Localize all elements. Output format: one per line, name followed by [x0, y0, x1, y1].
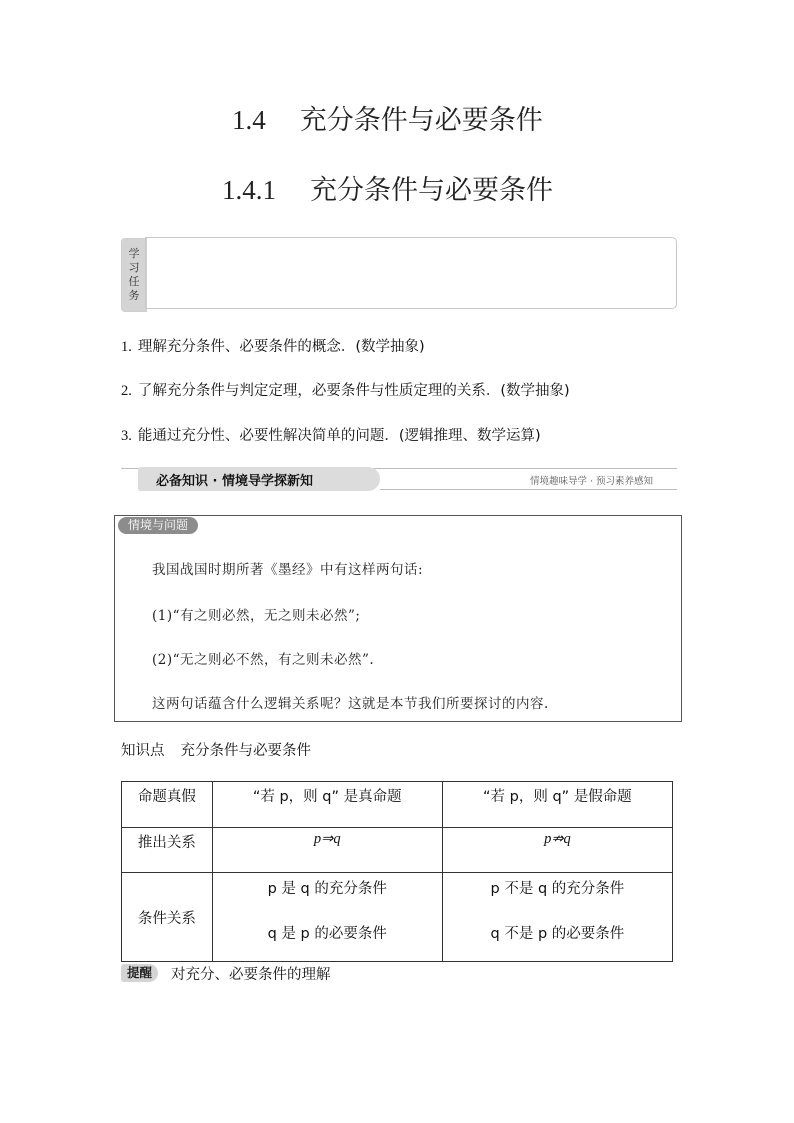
cell-text: q 不是 p 的必要条件: [490, 926, 625, 942]
subsection-title: [222, 168, 553, 207]
cell-text: “若 p，则 q” 是真命题: [252, 789, 402, 805]
task-tab-char: 务: [128, 289, 140, 302]
goal-text: 理解充分条件、必要条件的概念．(数学抽象): [137, 339, 425, 355]
section-title-text: 充分条件与必要条件: [299, 105, 543, 136]
table-cell: [122, 873, 213, 962]
scenario-line: (1)“有之则必然，无之则未必然”;: [152, 608, 361, 624]
row-header: 命题真假: [137, 789, 196, 805]
table-row: [122, 782, 673, 828]
task-tab-char: 习: [128, 261, 140, 274]
table-cell: [442, 782, 672, 828]
banner-label: 必备知识 · 情境导学探新知: [156, 473, 313, 489]
tip-text: 对充分、必要条件的理解: [171, 967, 331, 983]
cell-text: p 是 q 的充分条件: [267, 881, 387, 897]
table-row: [122, 828, 673, 873]
scenario-tag: 情境与问题: [118, 517, 198, 534]
cell-text: p⇏q: [544, 831, 571, 847]
goal-number: 2.: [121, 383, 132, 399]
learning-task-tab: [121, 238, 147, 312]
table-cell: [212, 873, 442, 962]
subsection-title-text: 充分条件与必要条件: [310, 175, 553, 206]
knowledge-point-title: 充分条件与必要条件: [180, 743, 311, 759]
task-tab-char: 学: [128, 247, 140, 260]
goal-number: 3.: [121, 428, 132, 444]
row-header: 推出关系: [137, 835, 196, 851]
cell-text: “若 p，则 q” 是假命题: [483, 789, 632, 805]
table-cell: [442, 873, 672, 962]
scenario-line: 这两句话蕴含什么逻辑关系呢？这就是本节我们所要探讨的内容.: [152, 696, 549, 712]
knowledge-point-label: 知识点: [121, 743, 165, 759]
banner-rule-bottom: [380, 489, 677, 490]
goal-text: 能通过充分性、必要性解决简单的问题．(逻辑推理、数学运算): [137, 428, 541, 444]
goal-text: 了解充分条件与判定定理，必要条件与性质定理的关系．(数学抽象): [137, 383, 570, 399]
goal-item: [121, 379, 570, 400]
section-banner: [138, 467, 380, 491]
table-cell: [212, 782, 442, 828]
goal-number: 1.: [121, 339, 132, 355]
condition-table: [121, 781, 673, 962]
banner-subtitle: 情境趣味导学 · 预习素养感知: [530, 476, 654, 487]
section-title: [232, 98, 543, 137]
tip-tag: 提醒: [121, 964, 158, 982]
learning-task-box: [145, 237, 677, 309]
subsection-number: 1.4.1: [222, 175, 276, 205]
scenario-line: 我国战国时期所著《墨经》中有这样两句话:: [152, 562, 424, 578]
cell-text: p⇒q: [313, 831, 341, 847]
table-cell: [122, 828, 213, 873]
goal-item: [121, 335, 425, 356]
section-number: 1.4: [232, 105, 266, 135]
task-tab-char: 任: [128, 275, 140, 288]
table-cell: [122, 782, 213, 828]
scenario-line: (2)“无之则必不然，有之则未必然”.: [152, 652, 375, 668]
table-cell: [442, 828, 672, 873]
row-header: 条件关系: [137, 910, 196, 927]
cell-text: p 不是 q 的充分条件: [490, 881, 625, 897]
table-row: [122, 873, 673, 962]
goal-item: [121, 424, 541, 445]
knowledge-point-heading: [121, 739, 311, 760]
table-cell: [212, 828, 442, 873]
cell-text: q 是 p 的必要条件: [267, 926, 387, 942]
